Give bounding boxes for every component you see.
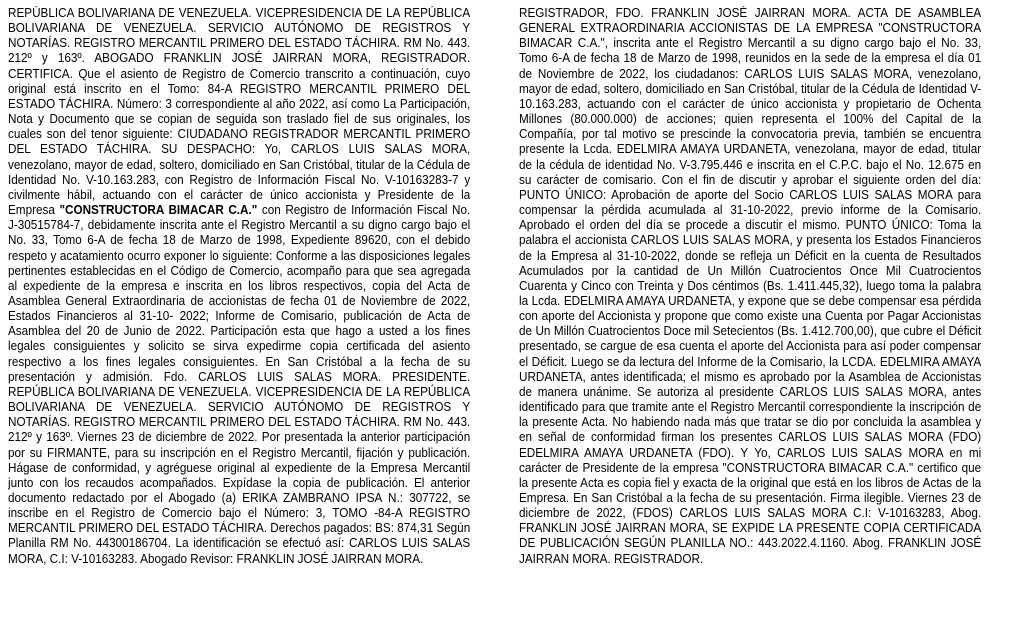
notice-text-left-part2: con Registro de Información Fiscal No. J-30515784-7, debidamente inscrita ante el Registro Mercantil a su digno cargo bajo el No. 33, Tomo 6-A de fecha 18 de Marzo de 1998, Expediente 89620, con el debido respeto y acatamiento ocurro exponer lo siguiente: Conforme a las disposiciones legales pertinentes establecidas en el Código de Comercio, acompaño para que sea agregada al expediente de la empresa e inscrita en los libros respectivos, copia del Acta de Asamblea General Extraordinaria de accionistas de fecha 01 de Noviembre de 2022, Estados Financieros al 31-10- 2022; Informe de Comisario, publicación de Acta de Asamblea del 20 de Junio de 2022. Participación esta que hago a usted a los fines legales consiguientes y solicito se sirva expedirme copia certificada del asiento respectivo a los fines legales consiguientes. En San Cristóbal a la fecha de su presentación y admisión. Fdo. CARLOS LUIS SALAS MORA. PRESIDENTE. REPÚBLICA BOLIVARIANA DE VENEZUELA. VICEPRESIDENCIA DE LA REPÚBLICA BOLIVARIANA DE VENEZUELA. SERVICIO AUTÓNOMO DE REGISTROS Y NOTARÍAS. REGISTRO MERCANTIL PRIMERO DEL ESTADO TÁCHIRA. RM No. 443. 212º y 163º. Viernes 23 de diciembre de 2022. Por presentada la anterior participación por su FIRMANTE, para su inscripción en el Registro Mercantil, fijación y publicación. Hágase de conformidad, y agréguese original al expediente de la Empresa Mercantil junto con los recaudos acompañados. Expídase la copia de publicación. El anterior documento redactado por el Abogado (a) ERIKA ZAMBRANO IPSA N.: 307722, se inscribe en el Registro de Comercio bajo el Número: 3, TOMO -84-A REGISTRO MERCANTIL PRIMERO DEL ESTADO TÁCHIRA. Derechos pagados: BS: 874,31 Según Planilla RM No. 44300186704. La identificación se efectuó así: CARLOS LUIS SALAS MORA, C.I: V-10163283. Abogado Revisor: FRANKLIN JOSÉ JAIRRAN MORA. [8,203,471,566]
notice-text-right: REGISTRADOR, FDO. FRANKLIN JOSÉ JAIRRAN MORA. ACTA DE ASAMBLEA GENERAL EXTRAORDINARIA ACCIONISTAS DE LA EMPRESA "CONSTRUCTORA BIMACAR C.A.", inscrita ante el Registro Mercantil a su digno cargo bajo el No. 33, Tomo 6-A de fecha 18 de Marzo de 1998, reunidos en la sede de la empresa el día 01 de Noviembre de 2022, los ciudadanos: CARLOS LUIS SALAS MORA, venezolano, mayor de edad, soltero, domiciliado en San Cristóbal, titular de la Cédula de Identidad V-10.163.283, actuando con el carácter de único accionista y propietario de Ochenta Millones (80.000.000) de acciones; quien representa el 100% del Capital de la Compañía, por tal motivo se prescinde la convocatoria previa, también se encuentra presente la Lcda. EDELMIRA AMAYA URDANETA, venezolana, mayor de edad, titular de la cédula de identidad No. V-3.795.446 e inscrita en el C.P.C. bajo el No. 12.675 en su carácter de comisario. Con el fin de discutir y aprobar el siguiente orden del día: PUNTO ÚNICO: Aprobación de aporte del Socio CARLOS LUIS SALAS MORA para compensar la pérdida acumulada al 31-10-2022, previo informe de la Comisario. Aprobado el orden del día se procede a discutir el mismo. PUNTO ÚNICO: Toma la palabra el accionista CARLOS LUIS SALAS MORA, y presenta los Estados Financieros de la Empresa al 31-10-2022, donde se refleja un Déficit en la cuenta de Resultados Acumulados por la cantidad de Un Millón Cuatrocientos Once Mil Cuatrocientos Cuarenta y Cinco con Treinta y Dos céntimos (Bs. 1.411.445,32), luego toma la palabra la Lcda. EDELMIRA AMAYA URDANETA, y expone que se debe compensar esa pérdida con aporte del Accionista y propone que como existe una Cuenta por Pagar Accionistas de Un Millón Cuatrocientos Doce mil Setecientos (Bs. 1.412.700,00), que cubre el Déficit presentado, se cargue de esa cuenta el aporte del Accionista para así poder compensar el Déficit. Luego se da lectura del Informe de la Comisario, la LCDA. EDELMIRA AMAYA URDANETA, antes identificada; el mismo es aprobado por la Asamblea de Accionistas de manera unánime. Se autoriza al presidente CARLOS LUIS SALAS MORA, antes identificado para que tramite ante el Registro Mercantil correspondiente la inscripción de la presente Acta. No habiendo nada más que tratar se dio por concluida la asamblea y en señal de conformidad firman los presentes CARLOS LUIS SALAS MORA (FDO) EDELMIRA AMAYA URDANETA (FDO). Y Yo, CARLOS LUIS SALAS MORA en mi carácter de Presidente de la empresa "CONSTRUCTORA BIMACAR C.A." certifico que la presente Acta es copia fiel y exacta de la original que está en los libros de Actas de la Empresa. En San Cristóbal a la fecha de su presentación. Firma ilegible. Viernes 23 de diciembre de 2022, (FDOS) CARLOS LUIS SALAS MORA C.I: V-10163283, Abog. FRANKLIN JOSÉ JAIRRAN MORA, SE EXPIDE LA PRESENTE COPIA CERTIFICADA DE PUBLICACIÓN SEGÚN PLANILLA NO.: 443.2022.4.1160. Abog. FRANKLIN JOSÉ JAIRRAN MORA. REGISTRADOR. [519,6,982,566]
notice-column-left [8,6,470,638]
company-name: "CONSTRUCTORA BIMACAR C.A." [59,203,258,218]
notice-text-left-part1: REPÚBLICA BOLIVARIANA DE VENEZUELA. VICEPRESIDENCIA DE LA REPÚBLICA BOLIVARIANA DE VENEZUELA. SERVICIO AUTÓNOMO DE REGISTROS Y NOTARÍAS. REGISTRO MERCANTIL PRIMERO DEL ESTADO TÁCHIRA. RM No. 443. 212º y 163º. ABOGADO FRANKLIN JOSÉ JAIRRAN MORA, REGISTRADOR. CERTIFICA. Que el asiento de Registro de Comercio transcrito a continuación, cuyo original está inscrito en el Tomo: 84-A REGISTRO MERCANTIL PRIMERO DEL ESTADO TÁCHIRA. Número: 3 correspondiente al año 2022, así como La Participación, Nota y Documento que se copian de seguida son traslado fiel de sus originales, los cuales son del tenor siguiente: CIUDADANO REGISTRADOR MERCANTIL PRIMERO DEL ESTADO TÁCHIRA. SU DESPACHO: Yo, CARLOS LUIS SALAS MORA, venezolano, mayor de edad, soltero, domiciliado en San Cristóbal, titular de la Cédula de Identidad No. V-10.163.283, con Registro de Información Fiscal No. V-10163283-7 y civilmente hábil, actuando con el carácter de único accionista y Presidente de la Empresa [8,6,471,218]
notice-column-right [519,6,981,638]
notice-paragraph-left [8,6,470,567]
